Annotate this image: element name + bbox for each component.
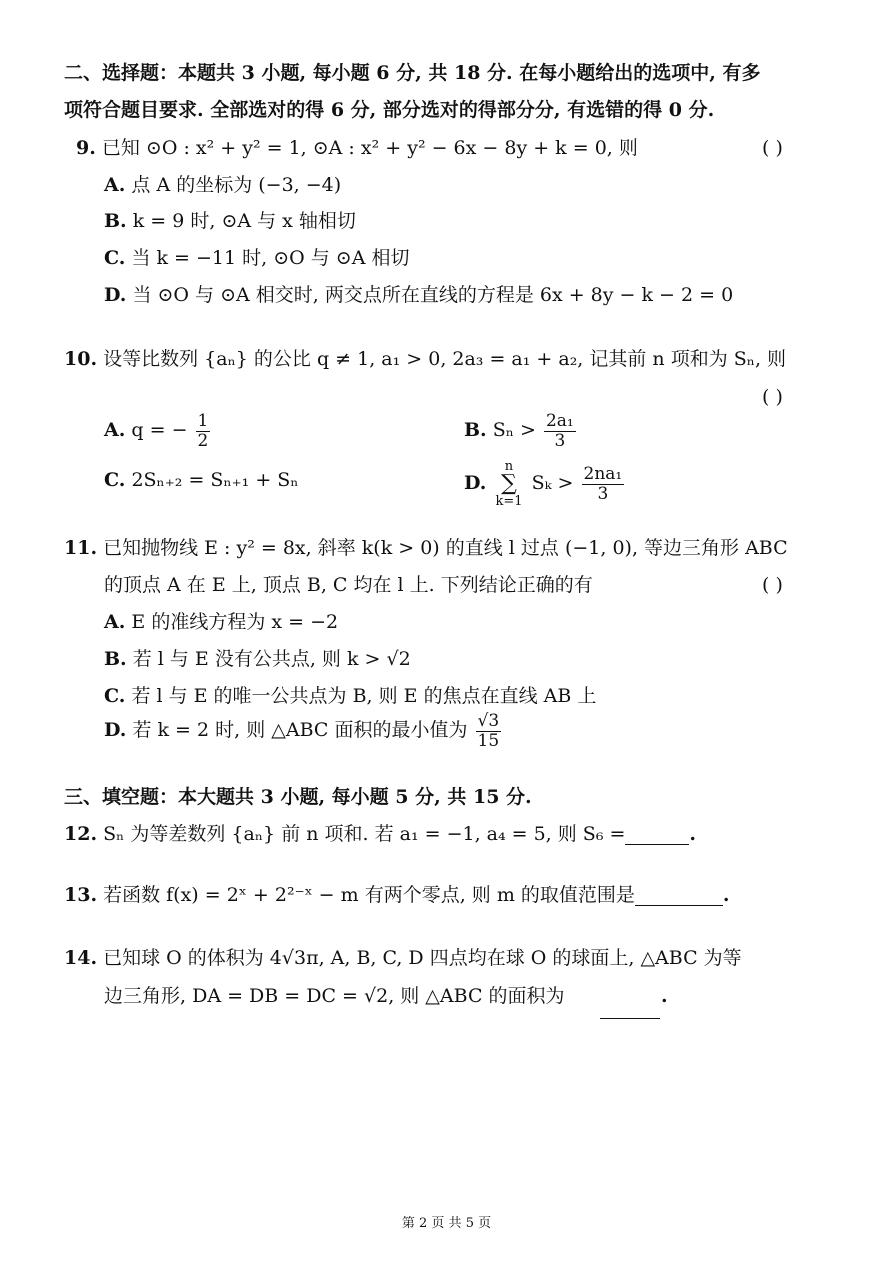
question-text: 边三角形, DA = DB = DC = √2, 则 △ABC 的面积为 [104,985,565,1007]
question-11-stem-line2: 的顶点 A 在 E 上, 顶点 B, C 均在 l 上. 下列结论正确的有 [104,574,593,596]
q9-option-c [104,249,409,268]
q10-option-a [104,412,212,450]
question-text: 若函数 f(x) = 2ˣ + 2²⁻ˣ − m 有两个零点, 则 m 的取值范围是 [103,884,635,906]
answer-paren: ( ) [762,574,783,596]
option-text: 当 ⊙O 与 ⊙A 相交时, 两交点所在直线的方程是 6x + 8y − k − 2 = 0 [132,284,734,306]
question-14-line1 [64,949,742,968]
option-text: 点 A 的坐标为 (−3, −4) [131,174,342,196]
question-11-stem-line1 [64,539,788,558]
question-number: 10. [64,348,98,370]
option-label: C. [104,469,126,491]
fraction [544,412,576,450]
option-label: A. [104,611,126,633]
q9-option-d [104,286,733,305]
q11-option-b [104,650,411,669]
answer-blank[interactable] [635,886,723,906]
question-number: 13. [64,884,98,906]
option-text: k = 9 时, ⊙A 与 x 轴相切 [132,210,356,232]
option-label: D. [104,284,127,306]
answer-blank[interactable] [625,825,689,845]
question-number: 12. [64,823,98,845]
option-label: A. [104,419,126,442]
section-2-title-line1: 二、选择题：本题共 3 小题, 每小题 6 分, 共 18 分. 在每小题给出的选项中, 有多 [64,62,761,84]
option-text: E 的准线方程为 x = −2 [131,611,339,633]
question-number: 11. [64,537,98,559]
period: . [689,823,697,845]
option-text: 若 l 与 E 的唯一公共点为 B, 则 E 的焦点在直线 AB 上 [131,685,597,707]
denominator: 15 [477,730,500,751]
option-label: D. [104,719,127,742]
sum-symbol: ∑ [501,471,517,496]
fraction [196,412,211,450]
q11-option-a [104,613,338,632]
summation [495,460,522,508]
q11-option-d [104,712,503,750]
option-text: Sₙ > [492,419,536,442]
denominator: 3 [597,483,609,504]
answer-paren: ( ) [762,386,783,408]
option-text: q = − [131,419,188,442]
option-label: C. [104,247,126,269]
period: . [722,884,730,906]
answer-blank[interactable] [600,1018,660,1019]
option-label: B. [464,419,487,442]
section-2-title-line2: 项符合题目要求. 全部选对的得 6 分, 部分选对的得部分分, 有选错的得 0 分. [64,99,715,121]
question-text: 已知 ⊙O : x² + y² = 1, ⊙A : x² + y² − 6x − 8y + k = 0, 则 [101,137,638,159]
question-9-stem [76,139,638,158]
option-label: B. [104,648,127,670]
q10-option-d [464,460,626,508]
question-10-stem [64,350,786,369]
question-12 [64,825,696,845]
option-label: A. [104,174,126,196]
sum-upper: n [504,459,514,474]
option-text: 若 l 与 E 没有公共点, 则 k > √2 [132,648,411,670]
question-number: 9. [76,137,96,159]
q9-option-b [104,212,356,231]
q9-option-a [104,176,341,195]
question-text: Sₙ 为等差数列 {aₙ} 前 n 项和. 若 a₁ = −1, a₄ = 5, 则 S₆ = [103,823,626,845]
period: . [661,985,668,1007]
fraction [476,712,502,750]
question-13 [64,886,730,906]
question-text: 已知球 O 的体积为 4√3π, A, B, C, D 四点均在球 O 的球面上, △ABC 为等 [103,947,742,969]
question-text: 已知抛物线 E : y² = 8x, 斜率 k(k > 0) 的直线 l 过点 (−1, 0), 等边三角形 ABC [103,537,788,559]
option-label: D. [464,472,487,494]
page-footer: 第 2 页 共 5 页 [401,1216,492,1231]
q10-option-b [464,412,578,450]
numerator: 2na₁ [583,463,623,484]
option-text: 2Sₙ₊₂ = Sₙ₊₁ + Sₙ [131,469,299,491]
q11-option-c [104,687,596,706]
sum-lower: k=1 [495,494,523,509]
section-3-title: 三、填空题：本大题共 3 小题, 每小题 5 分, 共 15 分. [64,786,532,808]
denominator: 3 [554,430,566,451]
option-text: Sₖ > [531,472,574,494]
denominator: 2 [197,430,209,451]
q10-option-c [104,471,299,490]
question-number: 14. [64,947,98,969]
option-text: 若 k = 2 时, 则 △ABC 面积的最小值为 [132,719,468,742]
option-label: C. [104,685,126,707]
answer-paren: ( ) [762,137,783,159]
numerator: 2a₁ [545,411,574,431]
question-14-line2 [104,987,565,1006]
numerator: 1 [197,411,209,431]
option-label: B. [104,210,127,232]
numerator: √3 [477,711,500,731]
fraction [582,465,625,503]
option-text: 当 k = −11 时, ⊙O 与 ⊙A 相切 [131,247,410,269]
question-text: 设等比数列 {aₙ} 的公比 q ≠ 1, a₁ > 0, 2a₃ = a₁ + a₂, 记其前 n 项和为 Sₙ, 则 [103,348,787,370]
